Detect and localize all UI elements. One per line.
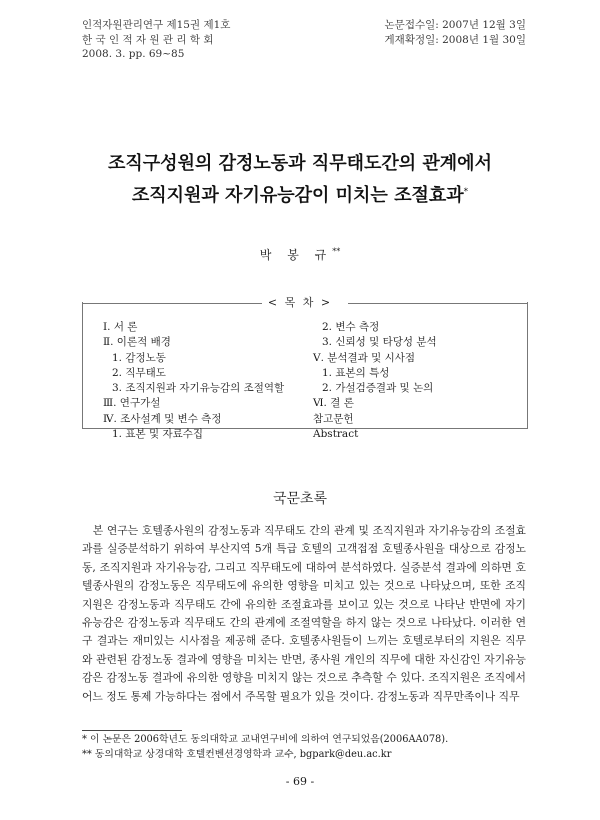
journal-info: [82, 18, 230, 62]
received-date: 논문접수일: 2007년 12월 3일: [384, 19, 526, 31]
footnote-author: ** 동의대학교 상경대학 호텔컨벤션경영학과 교수, bgpark@deu.ac.kr: [82, 749, 392, 760]
abstract-title: 국문초록: [272, 491, 328, 507]
toc-item: Ⅴ. 분석결과 및 시사점: [313, 351, 416, 364]
page-number: - 69 -: [285, 775, 315, 788]
abstract-paragraph: 본 연구는 호텔종사원의 감정노동과 직무태도 간의 관계 및 조직지원과 자기유능감의 조절효과를 실증분석하기 위하여 부산지역 5개 특급 호텔의 고객접점 호텔종사원을 대상으로 감정노동, 조직지원과 자기유능감, 그리고 직무태도에 대하여 분석하였다. 실증분석 결과에 의하면 호텔종사원의 감정노동은 직무태도에 유의한 영향을 미치고 있는 것으로 나타났으며, 또한 조직지원은 감정노동과 직무태도 간에 유의한 조절효과를 보이고 있는 것으로 나타난 반면에 자기유능감은 감정노동과 직무태도 간의 관계에 조절역할을 하지 않는 것으로 나타났다. 이러한 연구 결과는 재미있는 시사점을 제공해 준다. 호텔종사원들이 느끼는 호텔로부터의 지원은 직무와 관련된 감정노동 결과에 영향을 미치는 반면, 종사원 개인의 직무에 대한 자신감인 자기유능감은 감정노동 결과에 유의한 영향을 미치지 않는 것으로 추측할 수 있다. 조직지원은 조직에서 어느 정도 통제 가능하다는 점에서 주목할 필요가 있을 것이다. 감정노동과 직무만족이나 직무: [82, 524, 526, 703]
toc-label: < 목 차 >: [267, 296, 333, 309]
toc-right-column: [313, 320, 437, 442]
toc-item: 3. 조직지원과 자기유능감의 조절역할: [112, 382, 285, 395]
toc-item: 2. 변수 측정: [322, 321, 380, 333]
footnotes: [82, 732, 448, 762]
footnote-rule: [82, 730, 182, 731]
toc-item: Ⅲ. 연구가설: [103, 397, 161, 410]
toc-item: Ⅵ. 결 론: [313, 397, 354, 410]
toc-item: 2. 가설검증결과 및 논의: [322, 382, 434, 395]
author: [0, 246, 600, 263]
toc-item: Ⅰ. 서 론: [103, 321, 138, 333]
title-line-2: 조직지원과 자기유능감이 미치는 조절효과*: [131, 185, 469, 206]
paper-title: [0, 150, 600, 210]
issue-pages: 2008. 3. pp. 69~85: [82, 48, 185, 60]
journal-name: 인적자원관리연구 제15권 제1호: [82, 19, 231, 31]
author-name: 박 봉 규: [259, 248, 333, 262]
footnote-funding: * 이 논문은 2006학년도 동의대학교 교내연구비에 의하여 연구되었음(2006AA078).: [82, 734, 449, 745]
toc-item: Abstract: [313, 428, 359, 441]
society-name: 한 국 인 적 자 원 관 리 학 회: [82, 33, 214, 46]
toc-item: 1. 표본 및 자료수집: [112, 428, 204, 441]
toc-item: Ⅱ. 이론적 배경: [103, 336, 171, 349]
toc-left-column: [103, 320, 284, 442]
abstract-body: [82, 522, 526, 706]
toc-item: Ⅳ. 조사설계 및 변수 측정: [103, 412, 222, 425]
toc-item: 2. 직무태도: [112, 366, 166, 379]
toc-item: 참고문헌: [313, 412, 354, 425]
toc-item: 3. 신뢰성 및 타당성 분석: [322, 336, 437, 349]
toc-item: 1. 표본의 특성: [322, 366, 390, 379]
toc-item: 1. 감정노동: [112, 351, 166, 364]
title-line-1: 조직구성원의 감정노동과 직무태도간의 관계에서: [108, 153, 492, 174]
author-footnote-marker: **: [332, 247, 341, 256]
submission-info: [385, 18, 526, 47]
accepted-date: 게재확정일: 2008년 1월 30일: [384, 33, 526, 46]
title-footnote-marker: *: [463, 187, 469, 197]
